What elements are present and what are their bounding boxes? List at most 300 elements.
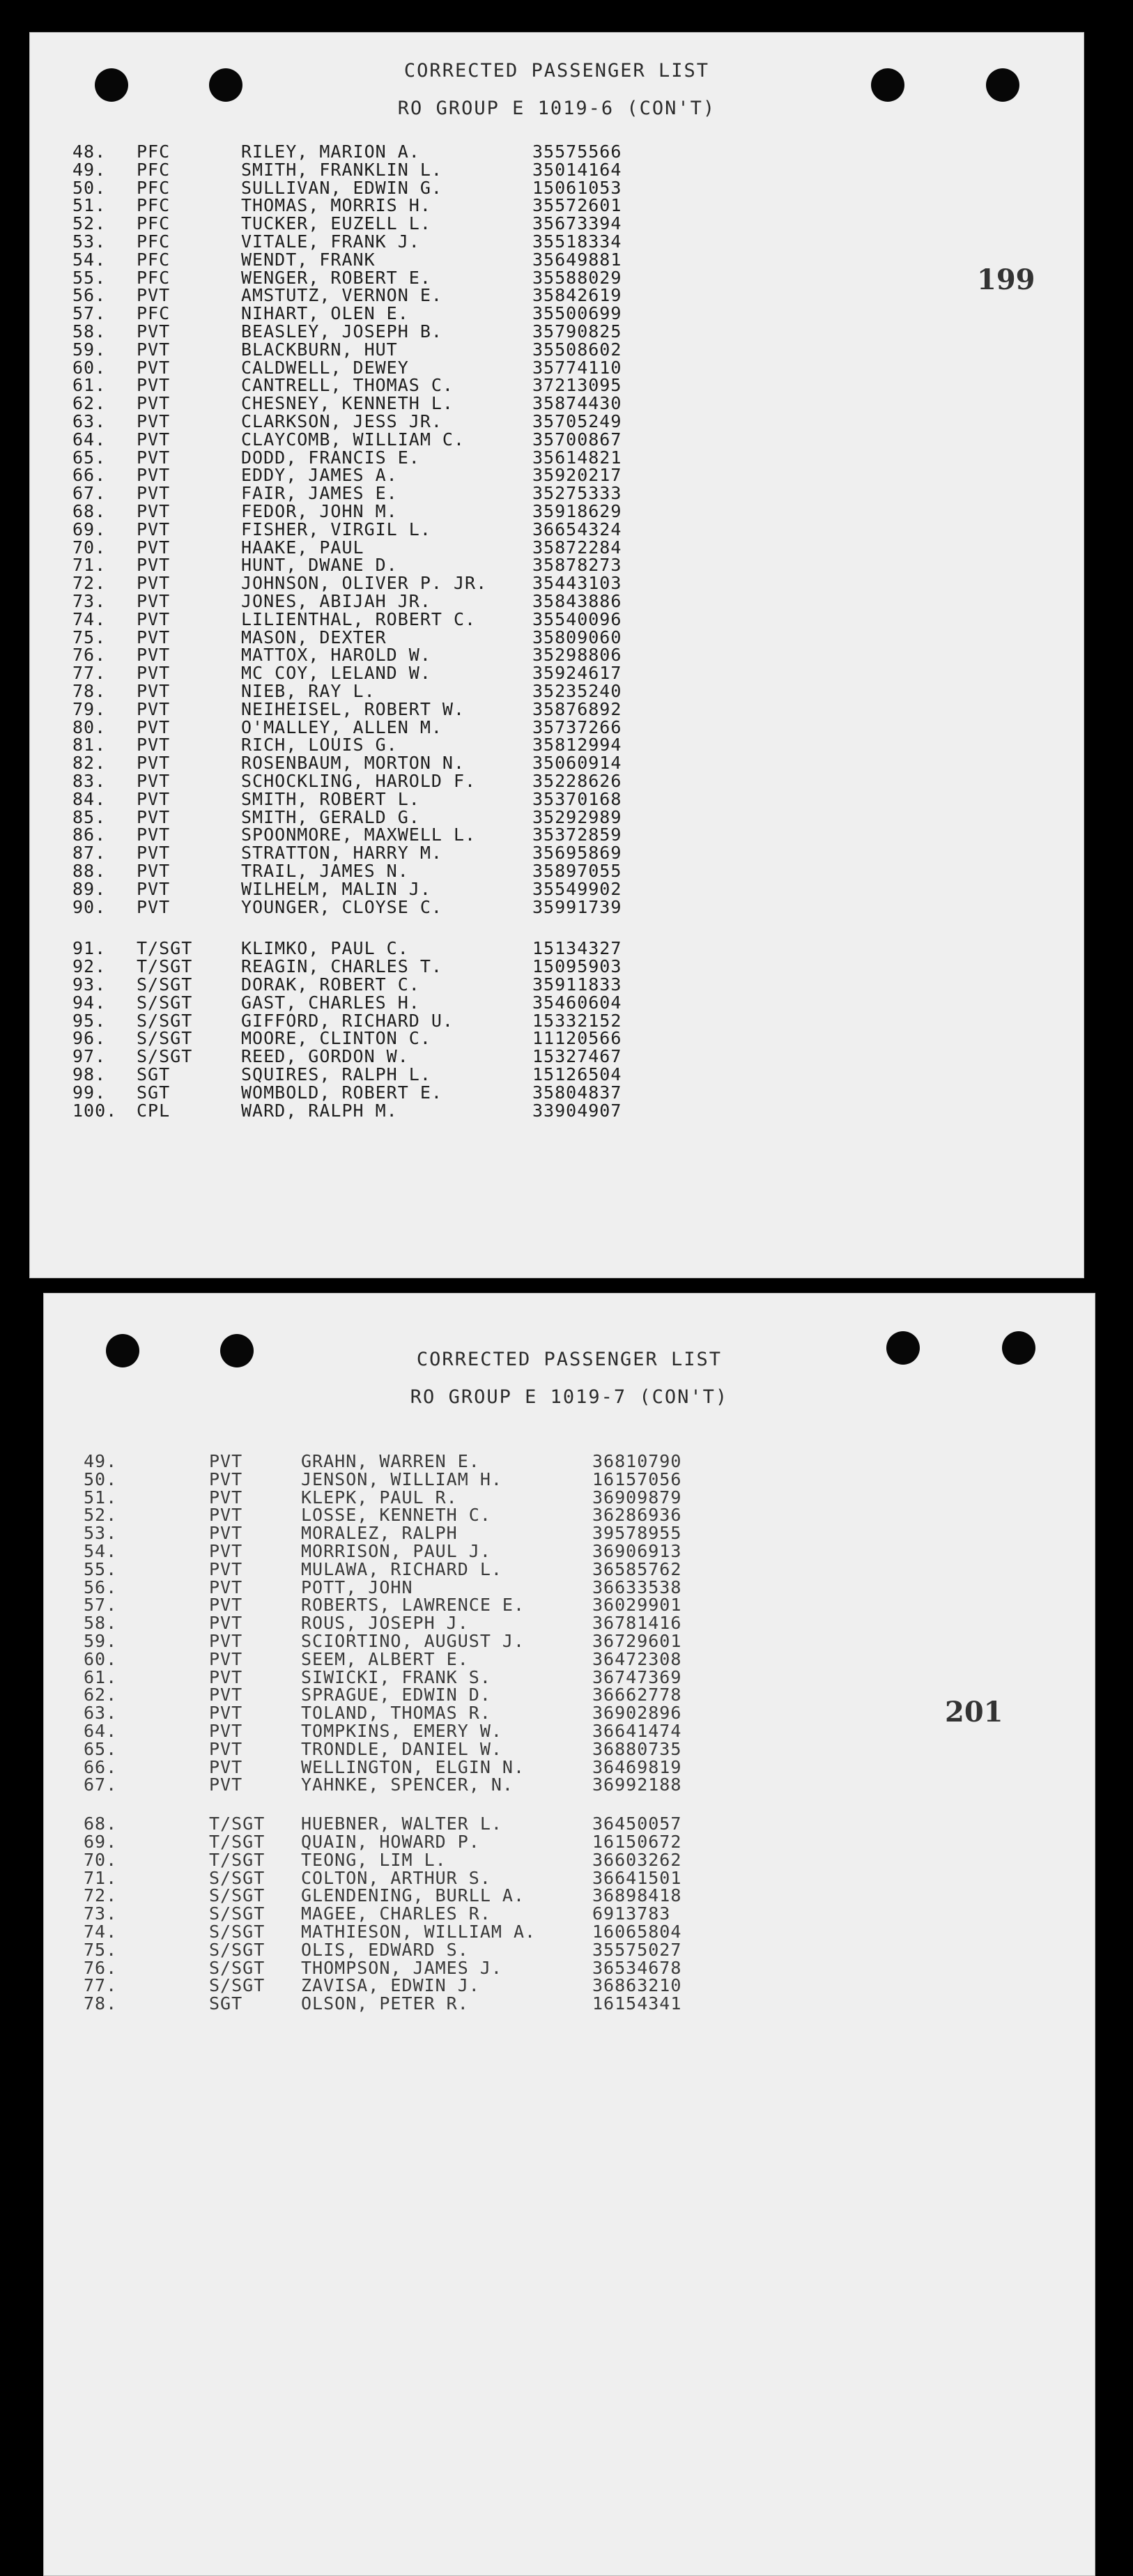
- rank: PVT: [209, 1648, 243, 1669]
- passenger-name: ZAVISA, EDWIN J.: [301, 1975, 480, 1996]
- passenger-name: HUEBNER, WALTER L.: [301, 1814, 502, 1834]
- serial-number: 36662778: [592, 1685, 682, 1705]
- serial-number: 35876892: [532, 698, 622, 719]
- row-number: 57.: [84, 1595, 118, 1616]
- serial-number: 36747369: [592, 1666, 682, 1687]
- serial-number: 36906913: [592, 1541, 682, 1561]
- rank: PVT: [209, 1523, 243, 1544]
- passenger-row: [29, 898, 796, 917]
- serial-number: 35695869: [532, 843, 622, 864]
- passenger-row: [29, 772, 796, 791]
- row-number: 87.: [72, 843, 107, 864]
- rank: T/SGT: [137, 956, 193, 977]
- passenger-name: SMITH, FRANKLIN L.: [241, 159, 442, 180]
- rank: PVT: [209, 1631, 243, 1651]
- passenger-row: [29, 502, 796, 521]
- serial-number: 35588029: [532, 267, 622, 288]
- row-number: 53.: [72, 231, 107, 252]
- passenger-row: [29, 1083, 796, 1103]
- serial-number: 35790825: [532, 321, 622, 342]
- rank: PFC: [137, 267, 171, 288]
- row-number: 91.: [72, 938, 107, 959]
- rank: PFC: [137, 249, 171, 270]
- serial-number: 35897055: [532, 861, 622, 881]
- serial-number: 36603262: [592, 1849, 682, 1870]
- passenger-name: SMITH, ROBERT L.: [241, 788, 420, 809]
- rank: PVT: [209, 1577, 243, 1597]
- rank: PVT: [137, 698, 171, 719]
- passenger-row: [43, 1452, 810, 1471]
- serial-number: 35673394: [532, 213, 622, 234]
- row-number: 64.: [84, 1721, 118, 1741]
- rank: SGT: [137, 1064, 171, 1084]
- passenger-name: THOMAS, MORRIS H.: [241, 195, 431, 216]
- serial-number: 35372859: [532, 825, 622, 845]
- row-number: 93.: [72, 974, 107, 995]
- passenger-row: [29, 645, 796, 665]
- group-subtitle: RO GROUP E 1019-7 (CON'T): [410, 1386, 729, 1408]
- passenger-name: YAHNKE, SPENCER, N.: [301, 1774, 514, 1795]
- serial-number: 36534678: [592, 1957, 682, 1978]
- row-number: 51.: [72, 195, 107, 216]
- passenger-name: BEASLEY, JOSEPH B.: [241, 321, 442, 342]
- serial-number: 36633538: [592, 1577, 682, 1597]
- serial-number: 6913783: [592, 1903, 671, 1924]
- rank: SGT: [209, 1993, 243, 2014]
- rank: PVT: [137, 681, 171, 701]
- passenger-row: [43, 1850, 810, 1870]
- row-number: 97.: [72, 1046, 107, 1067]
- passenger-row: [43, 1685, 810, 1705]
- rank: PVT: [137, 735, 171, 756]
- row-number: 53.: [84, 1523, 118, 1544]
- row-number: 63.: [72, 411, 107, 431]
- passenger-name: SCHOCKLING, HAROLD F.: [241, 771, 477, 791]
- passenger-name: LILIENTHAL, ROBERT C.: [241, 608, 477, 629]
- rank: CPL: [137, 1100, 171, 1121]
- passenger-name: MASON, DEXTER: [241, 627, 387, 647]
- passenger-name: JENSON, WILLIAM H.: [301, 1469, 502, 1489]
- row-number: 78.: [72, 681, 107, 701]
- row-number: 63.: [84, 1703, 118, 1724]
- serial-number: 35549902: [532, 878, 622, 899]
- rank: PVT: [209, 1613, 243, 1634]
- rank: PVT: [137, 825, 171, 845]
- passenger-name: GIFFORD, RICHARD U.: [241, 1010, 454, 1031]
- rank: T/SGT: [209, 1832, 265, 1852]
- rank: PVT: [137, 878, 171, 899]
- passenger-row: [29, 538, 796, 558]
- serial-number: 35370168: [532, 788, 622, 809]
- passenger-row: [29, 232, 796, 252]
- serial-number: 36641474: [592, 1721, 682, 1741]
- passenger-name: NEIHEISEL, ROBERT W.: [241, 698, 465, 719]
- rank: S/SGT: [137, 992, 193, 1013]
- row-number: 62.: [72, 393, 107, 414]
- rank: PVT: [209, 1774, 243, 1795]
- row-number: 71.: [72, 555, 107, 576]
- serial-number: 35014164: [532, 159, 622, 180]
- row-number: 59.: [72, 339, 107, 360]
- row-number: 86.: [72, 825, 107, 845]
- row-number: 58.: [84, 1613, 118, 1634]
- serial-number: 35872284: [532, 537, 622, 558]
- passenger-name: SMITH, GERALD G.: [241, 806, 420, 827]
- serial-number: 35614821: [532, 447, 622, 468]
- passenger-row: [43, 1814, 810, 1834]
- passenger-name: CALDWELL, DEWEY: [241, 357, 409, 378]
- rank: T/SGT: [137, 938, 193, 959]
- passenger-name: JONES, ABIJAH JR.: [241, 591, 431, 611]
- passenger-name: WARD, RALPH M.: [241, 1100, 398, 1121]
- passenger-row: [43, 1886, 810, 1906]
- row-number: 56.: [72, 285, 107, 306]
- row-number: 81.: [72, 735, 107, 756]
- document-page-2: [43, 1293, 1095, 2576]
- rank: PVT: [137, 591, 171, 611]
- passenger-row: [43, 1668, 810, 1687]
- passenger-row: [29, 160, 796, 180]
- serial-number: 35842619: [532, 285, 622, 306]
- row-number: 88.: [72, 861, 107, 881]
- rank: PVT: [137, 861, 171, 881]
- passenger-row: [29, 574, 796, 593]
- rank: PVT: [209, 1738, 243, 1759]
- serial-number: 35508602: [532, 339, 622, 360]
- passenger-name: REED, GORDON W.: [241, 1046, 409, 1067]
- serial-number: 36909879: [592, 1487, 682, 1508]
- passenger-row: [43, 1524, 810, 1543]
- serial-number: 35298806: [532, 645, 622, 666]
- rank: S/SGT: [209, 1957, 265, 1978]
- page-stamp-number: 199: [977, 263, 1035, 296]
- serial-number: 35809060: [532, 627, 622, 647]
- row-number: 50.: [72, 177, 107, 198]
- passenger-row: [29, 214, 796, 233]
- passenger-row: [29, 448, 796, 468]
- passenger-row: [29, 394, 796, 413]
- serial-number: 35649881: [532, 249, 622, 270]
- passenger-row: [29, 178, 796, 198]
- passenger-name: COLTON, ARTHUR S.: [301, 1867, 491, 1888]
- serial-number: 36286936: [592, 1505, 682, 1526]
- passenger-row: [29, 466, 796, 485]
- passenger-row: [29, 825, 796, 845]
- serial-number: 36469819: [592, 1756, 682, 1777]
- serial-number: 35874430: [532, 393, 622, 414]
- passenger-name: CLAYCOMB, WILLIAM C.: [241, 429, 465, 450]
- serial-number: 35918629: [532, 501, 622, 521]
- passenger-name: HAAKE, PAUL: [241, 537, 364, 558]
- serial-number: 15095903: [532, 956, 622, 977]
- rank: S/SGT: [209, 1939, 265, 1960]
- row-number: 72.: [84, 1885, 118, 1906]
- passenger-name: CHESNEY, KENNETH L.: [241, 393, 454, 414]
- rank: PVT: [137, 519, 171, 539]
- passenger-row: [29, 993, 796, 1013]
- passenger-row: [43, 1740, 810, 1759]
- passenger-name: FAIR, JAMES E.: [241, 483, 398, 504]
- passenger-name: KLEPK, PAUL R.: [301, 1487, 458, 1508]
- rank: PFC: [137, 303, 171, 324]
- row-number: 75.: [72, 627, 107, 647]
- rank: PFC: [137, 231, 171, 252]
- rank: PVT: [137, 627, 171, 647]
- serial-number: 35812994: [532, 735, 622, 756]
- passenger-name: RILEY, MARION A.: [241, 141, 420, 162]
- rank: T/SGT: [209, 1814, 265, 1834]
- passenger-row: [43, 1722, 810, 1741]
- row-number: 55.: [84, 1558, 118, 1579]
- serial-number: 36472308: [592, 1648, 682, 1669]
- passenger-row: [29, 1101, 796, 1121]
- serial-number: 35991739: [532, 896, 622, 917]
- rank: S/SGT: [209, 1975, 265, 1996]
- row-number: 60.: [84, 1648, 118, 1669]
- serial-number: 11120566: [532, 1028, 622, 1049]
- row-number: 65.: [72, 447, 107, 468]
- passenger-name: TOMPKINS, EMERY W.: [301, 1721, 502, 1741]
- passenger-row: [43, 1869, 810, 1888]
- passenger-name: RICH, LOUIS G.: [241, 735, 398, 756]
- serial-number: 36641501: [592, 1867, 682, 1888]
- row-number: 100.: [72, 1100, 118, 1121]
- row-number: 61.: [72, 375, 107, 396]
- passenger-row: [29, 250, 796, 270]
- row-number: 50.: [84, 1469, 118, 1489]
- serial-number: 16150672: [592, 1832, 682, 1852]
- rank: PVT: [209, 1541, 243, 1561]
- rank: PVT: [137, 429, 171, 450]
- serial-number: 15327467: [532, 1046, 622, 1067]
- serial-number: 35575027: [592, 1939, 682, 1960]
- page-title: CORRECTED PASSENGER LIST: [416, 1349, 723, 1370]
- passenger-row: [29, 880, 796, 899]
- serial-number: 15332152: [532, 1010, 622, 1031]
- serial-number: 35774110: [532, 357, 622, 378]
- row-number: 73.: [72, 591, 107, 611]
- passenger-name: MAGEE, CHARLES R.: [301, 1903, 491, 1924]
- rank: PVT: [137, 393, 171, 414]
- serial-number: 16154341: [592, 1993, 682, 2014]
- passenger-row: [29, 376, 796, 395]
- rank: PVT: [137, 843, 171, 864]
- serial-number: 36898418: [592, 1885, 682, 1906]
- serial-number: 35228626: [532, 771, 622, 791]
- passenger-name: FISHER, VIRGIL L.: [241, 519, 431, 539]
- passenger-row: [29, 808, 796, 827]
- rank: PFC: [137, 159, 171, 180]
- passenger-row: [29, 1065, 796, 1084]
- serial-number: 35878273: [532, 555, 622, 576]
- passenger-row: [29, 718, 796, 737]
- serial-number: 16065804: [592, 1922, 682, 1942]
- serial-number: 35737266: [532, 716, 622, 737]
- passenger-name: WOMBOLD, ROBERT E.: [241, 1082, 442, 1103]
- rank: SGT: [137, 1082, 171, 1103]
- passenger-name: CLARKSON, JESS JR.: [241, 411, 442, 431]
- row-number: 82.: [72, 753, 107, 774]
- passenger-name: POTT, JOHN: [301, 1577, 413, 1597]
- row-number: 56.: [84, 1577, 118, 1597]
- serial-number: 35518334: [532, 231, 622, 252]
- row-number: 55.: [72, 267, 107, 288]
- rank: PVT: [137, 753, 171, 774]
- passenger-name: BLACKBURN, HUT: [241, 339, 398, 360]
- passenger-name: MULAWA, RICHARD L.: [301, 1558, 502, 1579]
- passenger-name: HUNT, DWANE D.: [241, 555, 398, 576]
- rank: S/SGT: [137, 1028, 193, 1049]
- rank: PVT: [137, 788, 171, 809]
- row-number: 96.: [72, 1028, 107, 1049]
- row-number: 70.: [72, 537, 107, 558]
- passenger-row: [29, 664, 796, 683]
- rank: PVT: [137, 501, 171, 521]
- passenger-row: [43, 1650, 810, 1669]
- rank: PVT: [209, 1721, 243, 1741]
- rank: PVT: [209, 1666, 243, 1687]
- passenger-row: [29, 1029, 796, 1048]
- passenger-row: [29, 196, 796, 215]
- rank: PVT: [137, 806, 171, 827]
- serial-number: 35804837: [532, 1082, 622, 1103]
- rank: PFC: [137, 195, 171, 216]
- document-page-1: [29, 32, 1084, 1278]
- passenger-row: [29, 682, 796, 701]
- rank: PVT: [137, 375, 171, 396]
- serial-number: 35443103: [532, 573, 622, 594]
- passenger-row: [29, 790, 796, 809]
- row-number: 52.: [84, 1505, 118, 1526]
- row-number: 67.: [72, 483, 107, 504]
- rank: PVT: [137, 608, 171, 629]
- passenger-row: [29, 555, 796, 575]
- serial-number: 35275333: [532, 483, 622, 504]
- passenger-name: YOUNGER, CLOYSE C.: [241, 896, 442, 917]
- passenger-row: [43, 1542, 810, 1561]
- row-number: 64.: [72, 429, 107, 450]
- rank: PVT: [137, 411, 171, 431]
- passenger-row: [29, 286, 796, 305]
- row-number: 72.: [72, 573, 107, 594]
- passenger-name: THOMPSON, JAMES J.: [301, 1957, 502, 1978]
- serial-number: 35460604: [532, 992, 622, 1013]
- rank: PVT: [137, 483, 171, 504]
- passenger-row: [29, 430, 796, 450]
- serial-number: 35920217: [532, 465, 622, 486]
- serial-number: 35292989: [532, 806, 622, 827]
- passenger-name: FEDOR, JOHN M.: [241, 501, 398, 521]
- passenger-row: [29, 843, 796, 863]
- rank: PVT: [209, 1487, 243, 1508]
- passenger-name: O'MALLEY, ALLEN M.: [241, 716, 442, 737]
- passenger-name: AMSTUTZ, VERNON E.: [241, 285, 442, 306]
- serial-number: 33904907: [532, 1100, 622, 1121]
- passenger-row: [43, 1470, 810, 1489]
- row-number: 67.: [84, 1774, 118, 1795]
- passenger-name: DORAK, ROBERT C.: [241, 974, 420, 995]
- serial-number: 35575566: [532, 141, 622, 162]
- row-number: 54.: [84, 1541, 118, 1561]
- row-number: 90.: [72, 896, 107, 917]
- passenger-row: [29, 358, 796, 378]
- passenger-name: REAGIN, CHARLES T.: [241, 956, 442, 977]
- passenger-name: MATTOX, HAROLD W.: [241, 645, 431, 666]
- passenger-row: [43, 1613, 810, 1633]
- rank: PVT: [137, 771, 171, 791]
- passenger-row: [29, 628, 796, 647]
- row-number: 69.: [84, 1832, 118, 1852]
- passenger-name: SPOONMORE, MAXWELL L.: [241, 825, 477, 845]
- serial-number: 35500699: [532, 303, 622, 324]
- passenger-row: [29, 610, 796, 629]
- row-number: 74.: [84, 1922, 118, 1942]
- passenger-name: TEONG, LIM L.: [301, 1849, 447, 1870]
- passenger-name: MOORE, CLINTON C.: [241, 1028, 431, 1049]
- passenger-name: MATHIESON, WILLIAM A.: [301, 1922, 537, 1942]
- row-number: 54.: [72, 249, 107, 270]
- serial-number: 36880735: [592, 1738, 682, 1759]
- row-number: 66.: [72, 465, 107, 486]
- serial-number: 35540096: [532, 608, 622, 629]
- serial-number: 35700867: [532, 429, 622, 450]
- serial-number: 36992188: [592, 1774, 682, 1795]
- row-number: 95.: [72, 1010, 107, 1031]
- passenger-name: VITALE, FRANK J.: [241, 231, 420, 252]
- passenger-row: [43, 1578, 810, 1597]
- row-number: 60.: [72, 357, 107, 378]
- rank: S/SGT: [137, 1046, 193, 1067]
- row-number: 83.: [72, 771, 107, 791]
- passenger-name: MORRISON, PAUL J.: [301, 1541, 491, 1561]
- passenger-name: SEEM, ALBERT E.: [301, 1648, 469, 1669]
- passenger-name: GAST, CHARLES H.: [241, 992, 420, 1013]
- rank: PVT: [137, 716, 171, 737]
- serial-number: 36585762: [592, 1558, 682, 1579]
- passenger-name: WELLINGTON, ELGIN N.: [301, 1756, 525, 1777]
- serial-number: 35911833: [532, 974, 622, 995]
- passenger-row: [29, 340, 796, 360]
- serial-number: 36654324: [532, 519, 622, 539]
- rank: PVT: [137, 663, 171, 684]
- passenger-row: [29, 268, 796, 288]
- row-number: 52.: [72, 213, 107, 234]
- rank: PVT: [137, 896, 171, 917]
- rank: PFC: [137, 141, 171, 162]
- rank: PVT: [137, 321, 171, 342]
- passenger-row: [43, 1632, 810, 1651]
- row-number: 79.: [72, 698, 107, 719]
- passenger-name: STRATTON, HARRY M.: [241, 843, 442, 864]
- passenger-name: JOHNSON, OLIVER P. JR.: [241, 573, 488, 594]
- passenger-name: TRAIL, JAMES N.: [241, 861, 409, 881]
- rank: PFC: [137, 177, 171, 198]
- passenger-row: [29, 484, 796, 503]
- serial-number: 36729601: [592, 1631, 682, 1651]
- passenger-name: CANTRELL, THOMAS C.: [241, 375, 454, 396]
- passenger-name: OLSON, PETER R.: [301, 1993, 469, 2014]
- passenger-name: ROBERTS, LAWRENCE E.: [301, 1595, 525, 1616]
- passenger-row: [29, 304, 796, 323]
- page-title: CORRECTED PASSENGER LIST: [403, 60, 710, 82]
- passenger-row: [43, 1775, 810, 1795]
- passenger-name: GRAHN, WARREN E.: [301, 1451, 480, 1471]
- rank: PFC: [137, 213, 171, 234]
- row-number: 66.: [84, 1756, 118, 1777]
- rank: PVT: [209, 1685, 243, 1705]
- passenger-row: [43, 1976, 810, 1995]
- passenger-name: MORALEZ, RALPH: [301, 1523, 458, 1544]
